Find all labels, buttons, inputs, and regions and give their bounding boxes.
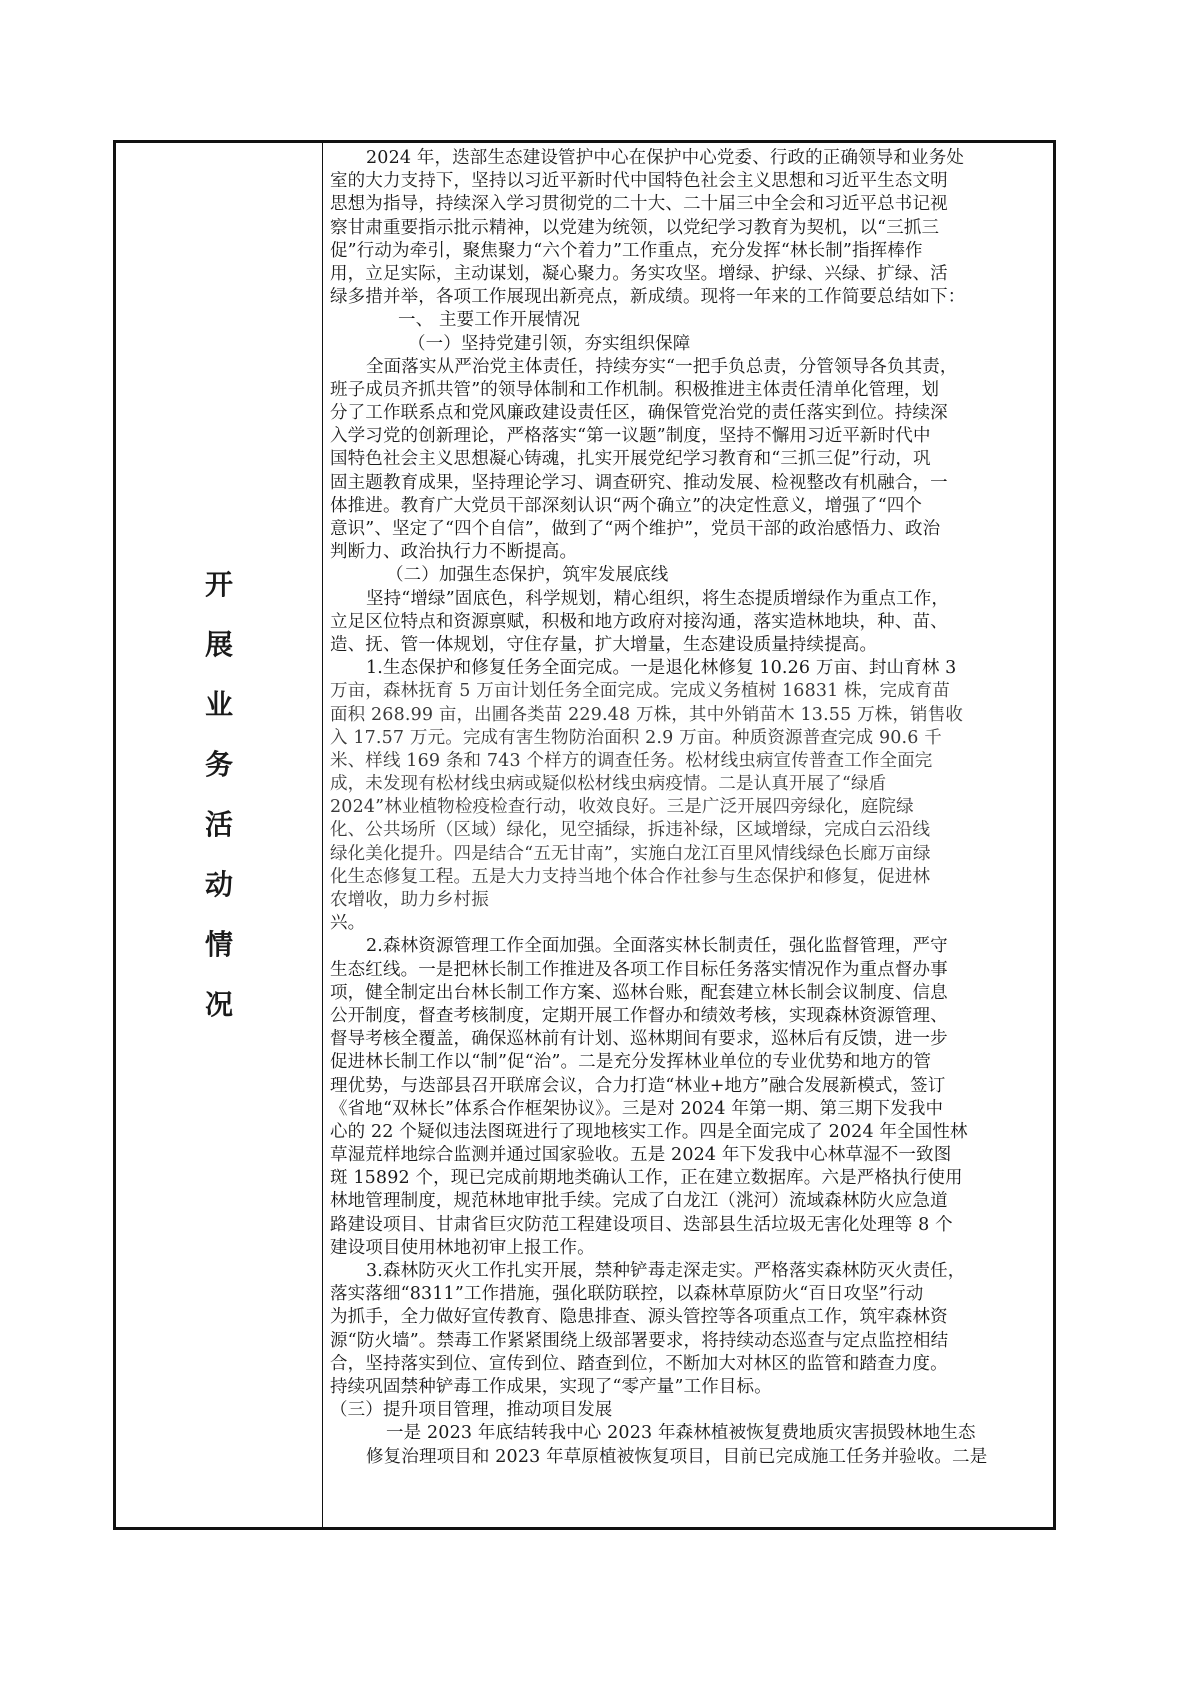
body-line: 绿多措并举，各项工作展现出新亮点，新成绩。现将一年来的工作简要总结如下：	[330, 287, 966, 308]
body-line: 化、公共场所（区域）绿化，见空插绿，拆违补绿，区域增绿，完成白云沿线	[330, 820, 931, 841]
body-line: 为抓手，全力做好宣传教育、隐患排查、源头管控等各项重点工作，筑牢森林资	[330, 1307, 948, 1328]
body-line: 室的大力支持下，坚持以习近平新时代中国特色社会主义思想和习近平生态文明	[330, 171, 948, 192]
body-line: 全面落实从严治党主体责任，持续夯实“一把手负总责，分管领导各负其责，	[366, 356, 958, 377]
report-body	[330, 147, 1052, 1492]
body-line	[330, 1469, 1052, 1492]
body-line: 体推进。教育广大党员干部深刻认识“两个确立”的决定性意义，增强了“四个	[330, 495, 923, 516]
body-line: （三）提升项目管理，推动项目发展	[330, 1400, 613, 1421]
body-line: 成，未发现有松材线虫病或疑似松材线虫病疫情。二是认真开展了“绿盾	[330, 774, 887, 795]
body-line: 落实落细“8311”工作措施，强化联防联控，以森林草原防火“百日攻坚”行动	[330, 1284, 924, 1305]
body-line: 《省地“双林长”体系合作框架协议》。三是对 2024 年第一期、第三期下发我中	[330, 1098, 944, 1119]
body-line: 督导考核全覆盖，确保巡林前有计划、巡林期间有要求，巡林后有反馈，进一步	[330, 1029, 948, 1050]
body-line: 国特色社会主义思想凝心铸魂，扎实开展党纪学习教育和“三抓三促”行动，巩	[330, 449, 931, 470]
body-line: 林地管理制度，规范林地审批手续。完成了白龙江（洮河）流域森林防火应急道	[330, 1191, 948, 1212]
body-line: 绿化美化提升。四是结合“五无甘南”，实施白龙江百里风情线绿色长廊万亩绿	[330, 843, 931, 864]
body-line: 班子成员齐抓共管”的领导体制和工作机制。积极推进主体责任清单化管理，划	[330, 379, 940, 400]
body-line: 万亩，森林抚育 5 万亩计划任务全面完成。完成义务植树 16831 株，完成育苗	[330, 681, 951, 702]
body-line: 用，立足实际，主动谋划，凝心聚力。务实攻坚。增绿、护绿、兴绿、扩绿、活	[330, 263, 948, 284]
body-line: 公开制度，督查考核制度，定期开展工作督办和绩效考核，实现森林资源管理、	[330, 1005, 948, 1026]
body-line: 思想为指导，持续深入学习贯彻党的二十大、二十届三中全会和习近平总书记视	[330, 194, 948, 215]
body-line: 2024 年，迭部生态建设管护中心在保护中心党委、行政的正确领导和业务处	[366, 148, 964, 168]
body-line: 兴。	[330, 913, 366, 934]
body-line: 1.生态保护和修复任务全面完成。一是退化林修复 10.26 万亩、封山育林 3	[366, 658, 957, 679]
body-line: 建设项目使用林地初审上报工作。	[330, 1237, 595, 1258]
body-line: 心的 22 个疑似违法图斑进行了现地核实工作。四是全面完成了 2024 年全国性林	[330, 1121, 968, 1142]
body-line: 理优势，与迭部县召开联席会议，合力打造“林业+地方”融合发展新模式，签订	[330, 1075, 946, 1096]
section-heading: 一、 主要工作开展情况	[398, 310, 581, 331]
body-line: 合，坚持落实到位、宣传到位、踏查到位，不断加大对林区的监管和踏查力度。	[330, 1353, 948, 1374]
subsection-heading: （一）坚持党建引领，夯实组织保障	[408, 333, 691, 354]
body-line: 判断力、政治执行力不断提高。	[330, 542, 578, 563]
body-line: 入 17.57 万元。完成有害生物防治面积 2.9 万亩。种质资源普查完成 90.6 千	[330, 727, 942, 748]
body-line: 造、抚、管一体规划，守住存量，扩大增量，生态建设质量持续提高。	[330, 634, 878, 655]
body-line: 生态红线。一是把林长制工作推进及各项工作目标任务落实情况作为重点督办事	[330, 959, 948, 980]
body-line: 2.森林资源管理工作全面加强。全面落实林长制责任，强化监督管理，严守	[366, 936, 948, 957]
body-line: 促”行动为牵引，聚焦聚力“六个着力”工作重点，充分发挥“林长制”指挥棒作	[330, 240, 923, 261]
body-line: 米、样线 169 条和 743 个样方的调查任务。松材线虫病宣传普查工作全面完	[330, 750, 933, 771]
section-label-char: 业	[204, 688, 233, 721]
body-line: 修复治理项目和 2023 年草原植被恢复项目，目前已完成施工任务并验收。二是	[366, 1446, 988, 1467]
body-line: 意识”、坚定了“四个自信”，做到了“两个维护”，党员干部的政治感悟力、政治	[330, 519, 941, 539]
body-line: 分了工作联系点和党风廉政建设责任区，确保管党治党的责任落实到位。持续深	[330, 403, 948, 424]
subsection-heading: （二）加强生态保护，筑牢发展底线	[386, 565, 669, 586]
body-line: 入学习党的创新理论，严格落实“第一议题”制度，坚持不懈用习近平新时代中	[330, 426, 931, 447]
body-line: 草湿荒样地综合监测并通过国家验收。五是 2024 年下发我中心林草湿不一致图	[330, 1145, 952, 1166]
body-line: 2024”林业植物检疫检查行动，收效良好。三是广泛开展四旁绿化，庭院绿	[330, 797, 914, 818]
subsection-heading: 一是 2023 年底结转我中心 2023 年森林植被恢复费地质灾害损毁林地生态	[386, 1423, 976, 1444]
body-line: 立足区位特点和资源禀赋，积极和地方政府对接沟通，落实造林地块，种、苗、	[330, 611, 948, 632]
section-label-char: 开	[204, 568, 233, 601]
section-label-char: 展	[204, 628, 233, 661]
body-line: 源“防火墙”。禁毒工作紧紧围绕上级部署要求，将持续动态巡查与定点监控相结	[330, 1330, 949, 1351]
body-line: 斑 15892 个，现已完成前期地类确认工作，正在建立数据库。六是严格执行使用	[330, 1168, 963, 1189]
section-label-char: 务	[204, 748, 233, 781]
body-line: 农增收，助力乡村振	[330, 890, 489, 910]
body-line: 坚持“增绿”固底色，科学规划，精心组织，将生态提质增绿作为重点工作，	[366, 588, 949, 609]
section-label-char: 况	[204, 988, 233, 1021]
body-line: 持续巩固禁种铲毒工作成果，实现了“零产量”工作目标。	[330, 1376, 772, 1397]
body-line: 促进林长制工作以“制”促“治”。二是充分发挥林业单位的专业优势和地方的管	[330, 1052, 932, 1073]
section-label-char: 情	[204, 928, 233, 961]
body-line: 固主题教育成果，坚持理论学习、调查研究、推动发展、检视整改有机融合，一	[330, 472, 948, 493]
column-divider	[322, 143, 323, 1527]
body-line: 项，健全制定出台林长制工作方案、巡林台账，配套建立林长制会议制度、信息	[330, 982, 948, 1003]
body-line: 3.森林防灭火工作扎实开展，禁种铲毒走深走实。严格落实森林防灭火责任，	[366, 1261, 966, 1281]
body-line: 化生态修复工程。五是大力支持当地个体合作社参与生态保护和修复，促进林	[330, 866, 931, 887]
section-label-column	[116, 143, 322, 1527]
body-line: 面积 268.99 亩，出圃各类苗 229.48 万株，其中外销苗木 13.55 万株，销售收	[330, 704, 963, 725]
section-label-char: 活	[204, 808, 233, 841]
body-line: 察甘肃重要指示批示精神，以党建为统领，以党纪学习教育为契机，以“三抓三	[330, 217, 940, 238]
report-table	[113, 140, 1056, 1530]
section-label-char: 动	[204, 868, 233, 901]
body-line: 路建设项目、甘肃省巨灾防范工程建设项目、迭部县生活垃圾无害化处理等 8 个	[330, 1214, 953, 1235]
